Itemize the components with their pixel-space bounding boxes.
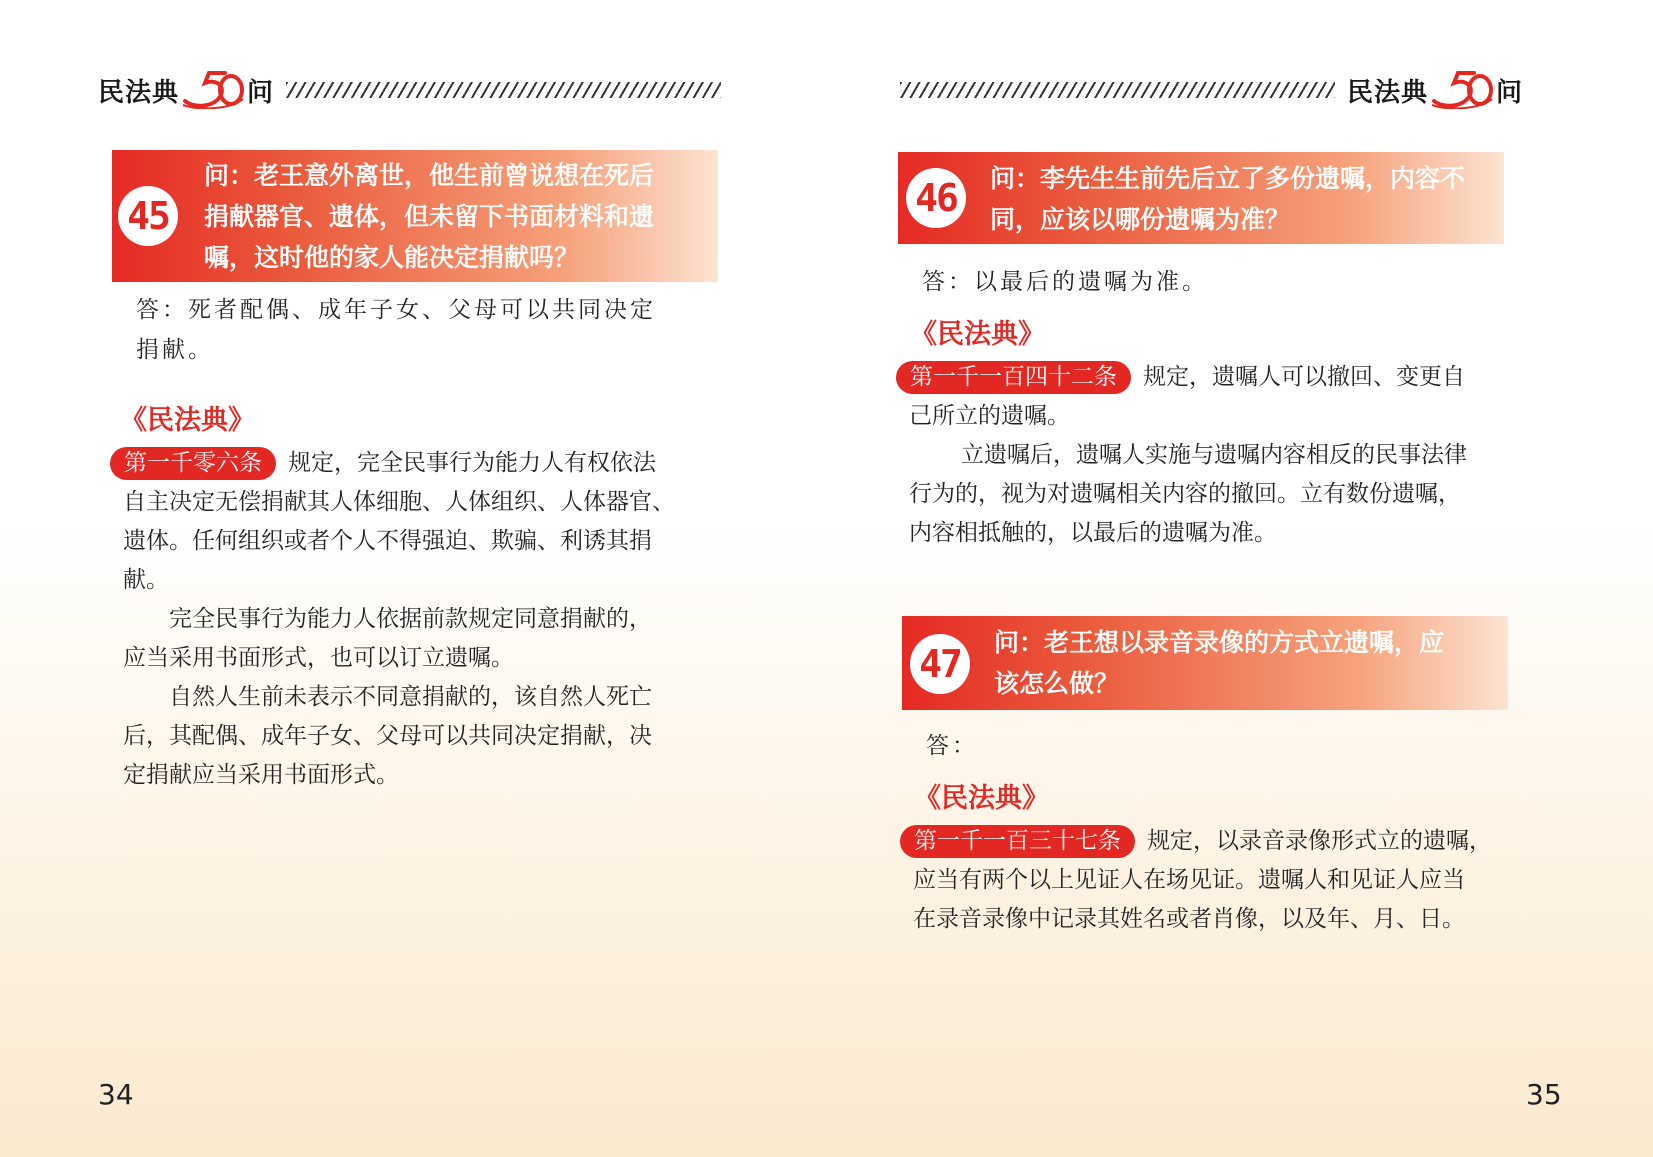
fifty-logo-icon bbox=[1430, 71, 1494, 109]
header-hatch bbox=[900, 82, 1335, 98]
law-line: 完全民事行为能力人依据前款规定同意捐献的， bbox=[169, 606, 652, 632]
law-line: 应当采用书面形式，也可以订立遗嘱。 bbox=[123, 645, 514, 671]
question-45-banner bbox=[112, 150, 718, 282]
page-header bbox=[98, 70, 721, 110]
page-number: 35 bbox=[1526, 1078, 1562, 1111]
law-line: 己所立的遗嘱。 bbox=[909, 403, 1070, 429]
answer-line: 答：死者配偶、成年子女、父母可以共同决定 bbox=[136, 297, 656, 323]
article-badge: 第一千一百四十二条 bbox=[896, 361, 1131, 394]
right-page bbox=[826, 0, 1653, 1157]
header-title bbox=[1347, 71, 1523, 109]
question-45-text bbox=[204, 155, 714, 278]
article-badge: 第一千一百三十七条 bbox=[900, 825, 1135, 858]
law-line: 遗体。任何组织或者个人不得强迫、欺骗、利诱其捐 bbox=[123, 528, 652, 554]
page-header bbox=[900, 70, 1523, 110]
law-text-45 bbox=[110, 444, 710, 795]
law-line: 规定，遗嘱人可以撤回、变更自 bbox=[1143, 364, 1465, 390]
question-number-badge: 46 bbox=[906, 168, 966, 228]
page-number: 34 bbox=[98, 1078, 134, 1111]
question-47-banner bbox=[902, 616, 1508, 710]
law-text-46 bbox=[896, 358, 1496, 553]
law-line: 在录音录像中记录其姓名或者肖像，以及年、月、日。 bbox=[913, 906, 1465, 932]
law-line: 自然人生前未表示不同意捐献的，该自然人死亡 bbox=[169, 684, 652, 710]
question-line: 同，应该以哪份遗嘱为准？ bbox=[990, 205, 1291, 234]
header-hatch bbox=[286, 82, 721, 98]
question-46-banner bbox=[898, 152, 1504, 244]
law-line: 规定，以录音录像形式立的遗嘱， bbox=[1147, 828, 1492, 854]
left-page bbox=[0, 0, 826, 1157]
question-number-badge: 45 bbox=[118, 186, 178, 246]
law-line: 规定，完全民事行为能力人有权依法 bbox=[288, 450, 656, 476]
question-number-badge: 47 bbox=[910, 634, 970, 694]
question-line: 捐献器官、遗体，但未留下书面材料和遗 bbox=[204, 202, 655, 231]
answer-46: 答：以最后的遗嘱为准。 bbox=[922, 269, 1208, 295]
answer-45 bbox=[136, 290, 716, 370]
header-title-prefix: 民法典 bbox=[1347, 77, 1429, 108]
law-line: 应当有两个以上见证人在场见证。遗嘱人和见证人应当 bbox=[913, 867, 1465, 893]
question-46-text bbox=[990, 158, 1500, 240]
question-line: 嘱，这时他的家人能决定捐献吗？ bbox=[204, 243, 580, 272]
question-line: 该怎么做？ bbox=[994, 669, 1120, 698]
law-title: 《民法典》 bbox=[914, 783, 1049, 814]
question-line: 问：李先生生前先后立了多份遗嘱，内容不 bbox=[990, 164, 1466, 193]
article-badge: 第一千零六条 bbox=[110, 447, 276, 480]
law-line: 自主决定无偿捐献其人体细胞、人体组织、人体器官、 bbox=[123, 489, 675, 515]
law-text-47 bbox=[900, 822, 1510, 939]
law-line: 内容相抵触的，以最后的遗嘱为准。 bbox=[909, 520, 1277, 546]
question-line: 问：老王想以录音录像的方式立遗嘱，应 bbox=[994, 628, 1445, 657]
header-title-suffix: 问 bbox=[1496, 77, 1524, 108]
question-47-text bbox=[994, 622, 1504, 704]
header-title-suffix: 问 bbox=[247, 77, 275, 108]
law-title: 《民法典》 bbox=[120, 405, 255, 436]
law-line: 后，其配偶、成年子女、父母可以共同决定捐献，决 bbox=[123, 723, 652, 749]
fifty-logo-icon bbox=[181, 71, 245, 109]
law-title: 《民法典》 bbox=[910, 319, 1045, 350]
question-line: 问：老王意外离世，他生前曾说想在死后 bbox=[204, 161, 655, 190]
answer-line: 捐献。 bbox=[136, 337, 214, 363]
law-line: 定捐献应当采用书面形式。 bbox=[123, 762, 399, 788]
answer-47: 答： bbox=[926, 733, 978, 759]
law-line: 行为的，视为对遗嘱相关内容的撤回。立有数份遗嘱， bbox=[909, 481, 1461, 507]
law-line: 立遗嘱后，遗嘱人实施与遗嘱内容相反的民事法律 bbox=[961, 442, 1467, 468]
law-line: 献。 bbox=[123, 567, 169, 593]
header-title-prefix: 民法典 bbox=[98, 77, 180, 108]
header-title bbox=[98, 71, 274, 109]
